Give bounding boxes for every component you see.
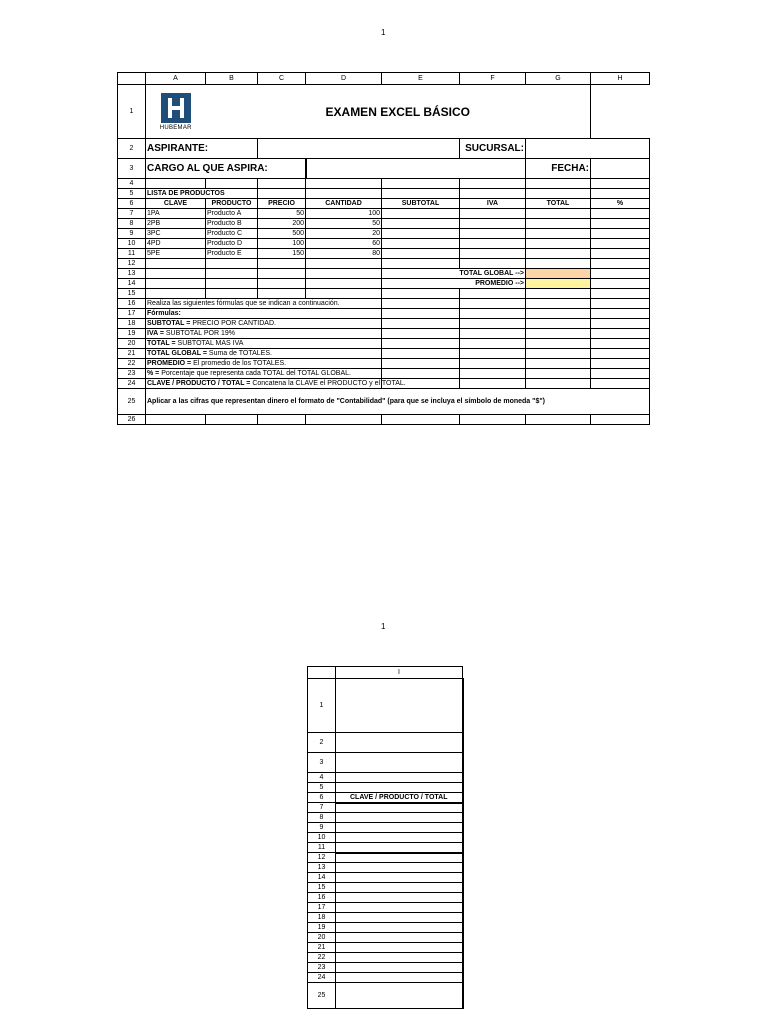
instruction-bold: CLAVE / PRODUCTO / TOTAL =	[147, 380, 251, 387]
column-header-g[interactable]: G	[526, 73, 591, 85]
empty-cell[interactable]	[591, 309, 650, 319]
precio-cell[interactable]: 50	[258, 209, 306, 219]
iva-cell[interactable]	[460, 249, 526, 259]
instruction-bold: Fórmulas:	[147, 310, 181, 317]
instruction-line	[146, 309, 382, 319]
row-header-23[interactable]: 23	[308, 963, 336, 973]
empty-cell[interactable]	[526, 329, 591, 339]
clave-cell[interactable]: 4PD	[146, 239, 206, 249]
clave-cell[interactable]: 1PA	[146, 209, 206, 219]
column-i-cell[interactable]	[336, 679, 463, 733]
row-header-9[interactable]: 9	[118, 229, 146, 239]
row-header-14[interactable]: 14	[118, 279, 146, 289]
empty-cell[interactable]	[460, 379, 526, 389]
column-header-d[interactable]: D	[306, 73, 382, 85]
empty-cell[interactable]	[382, 339, 460, 349]
fecha-label: FECHA:	[526, 159, 591, 179]
row-header-13[interactable]: 13	[308, 863, 336, 873]
percent-cell[interactable]	[591, 209, 650, 219]
row-header-20[interactable]: 20	[308, 933, 336, 943]
empty-cell[interactable]	[591, 319, 650, 329]
row-header-26[interactable]: 26	[118, 415, 146, 425]
empty-cell[interactable]	[460, 309, 526, 319]
empty-cell[interactable]	[591, 369, 650, 379]
table-header-2: PRECIO	[258, 199, 306, 209]
column-i-cell[interactable]	[336, 783, 463, 793]
total-cell[interactable]	[526, 209, 591, 219]
aspirante-input[interactable]	[258, 139, 460, 159]
column-i-cell[interactable]	[336, 893, 463, 903]
instruction-line	[146, 379, 406, 389]
column-i-cell[interactable]	[336, 963, 463, 973]
instruction-text: Concatena la CLAVE el PRODUCTO y el TOTAL.	[250, 380, 406, 387]
empty-cell[interactable]	[382, 319, 460, 329]
instruction-text: SUBTOTAL MAS IVA	[175, 340, 244, 347]
percent-cell[interactable]	[591, 229, 650, 239]
total-cell[interactable]	[526, 239, 591, 249]
total-global-cell[interactable]	[526, 269, 591, 279]
aspirante-label: ASPIRANTE:	[146, 139, 258, 159]
iva-cell[interactable]	[460, 239, 526, 249]
instruction-bold: TOTAL GLOBAL =	[147, 350, 207, 357]
row-header-14[interactable]: 14	[308, 873, 336, 883]
page-number-2: 1	[381, 622, 386, 631]
iva-cell[interactable]	[460, 209, 526, 219]
row-header-23[interactable]: 23	[118, 369, 146, 379]
column-i-cell[interactable]	[336, 863, 463, 873]
row-header-8[interactable]: 8	[308, 813, 336, 823]
instruction-bold: PROMEDIO =	[147, 360, 192, 367]
row-header-18[interactable]: 18	[308, 913, 336, 923]
table-header-4: SUBTOTAL	[382, 199, 460, 209]
logo-text: HUBEMAR	[159, 124, 192, 131]
row-header-12[interactable]: 12	[308, 853, 336, 863]
table-header-5: IVA	[460, 199, 526, 209]
row-header-21[interactable]: 21	[118, 349, 146, 359]
empty-cell[interactable]	[526, 339, 591, 349]
row-header-4[interactable]: 4	[118, 179, 146, 189]
table-header-1: PRODUCTO	[206, 199, 258, 209]
table-row	[118, 229, 650, 239]
row-header-17[interactable]: 17	[118, 309, 146, 319]
column-i-cell[interactable]	[336, 853, 463, 863]
precio-cell[interactable]: 500	[258, 229, 306, 239]
empty-cell[interactable]	[591, 359, 650, 369]
instruction-line	[146, 299, 382, 309]
row-header-25[interactable]: 25	[308, 983, 336, 1009]
instruction-text: Porcentaje que representa cada TOTAL del TOTAL GLOBAL.	[159, 370, 351, 377]
column-i-cell[interactable]	[336, 903, 463, 913]
instruction-line	[146, 369, 382, 379]
row-header-24[interactable]: 24	[308, 973, 336, 983]
cantidad-cell[interactable]: 80	[306, 249, 382, 259]
column-i-cell[interactable]	[336, 983, 463, 1009]
empty-cell[interactable]	[460, 339, 526, 349]
row-header-5[interactable]: 5	[308, 783, 336, 793]
empty-cell[interactable]	[591, 339, 650, 349]
column-i-cell[interactable]	[336, 913, 463, 923]
column-i-cell[interactable]	[336, 833, 463, 843]
empty-cell[interactable]	[382, 369, 460, 379]
percent-cell[interactable]	[591, 219, 650, 229]
table-row	[118, 239, 650, 249]
row-header-11[interactable]: 11	[118, 249, 146, 259]
precio-cell[interactable]: 200	[258, 219, 306, 229]
column-i-cell[interactable]	[336, 873, 463, 883]
subtotal-cell[interactable]	[382, 209, 460, 219]
instruction-bold: % =	[147, 370, 160, 377]
column-i-cell[interactable]	[336, 823, 463, 833]
cantidad-cell[interactable]: 100	[306, 209, 382, 219]
column-i-cell[interactable]	[336, 803, 463, 813]
empty-cell[interactable]	[591, 379, 650, 389]
table-row	[118, 209, 650, 219]
column-i-cell[interactable]	[336, 843, 463, 853]
instruction-text: Suma de TOTALES.	[206, 350, 272, 357]
empty-cell[interactable]	[526, 349, 591, 359]
column-i-cell[interactable]	[336, 753, 463, 773]
instruction-line	[146, 359, 382, 369]
subtotal-cell[interactable]	[382, 229, 460, 239]
total-global-label: TOTAL GLOBAL -->	[382, 269, 526, 279]
page-number-1: 1	[381, 28, 386, 37]
row-header-5[interactable]: 5	[118, 189, 146, 199]
producto-cell[interactable]: Producto D	[206, 239, 258, 249]
empty-cell[interactable]	[460, 319, 526, 329]
column-header-a[interactable]: A	[146, 73, 206, 85]
row-header-13[interactable]: 13	[118, 269, 146, 279]
row-header-4[interactable]: 4	[308, 773, 336, 783]
corner-cell[interactable]	[118, 73, 146, 85]
row-header-21[interactable]: 21	[308, 943, 336, 953]
subtotal-cell[interactable]	[382, 219, 460, 229]
subtotal-cell[interactable]	[382, 249, 460, 259]
column-i-cell[interactable]	[336, 973, 463, 983]
row-header-10[interactable]: 10	[308, 833, 336, 843]
empty-cell[interactable]	[382, 349, 460, 359]
hubemar-logo	[147, 93, 205, 131]
producto-cell[interactable]: Producto B	[206, 219, 258, 229]
empty-cell[interactable]	[526, 319, 591, 329]
row-header-16[interactable]: 16	[118, 299, 146, 309]
empty-cell[interactable]	[526, 369, 591, 379]
row-header-9[interactable]: 9	[308, 823, 336, 833]
empty-cell[interactable]	[460, 299, 526, 309]
corner-cell-2[interactable]	[308, 667, 336, 679]
empty-cell[interactable]	[591, 329, 650, 339]
table-row	[118, 249, 650, 259]
precio-cell[interactable]: 100	[258, 239, 306, 249]
column-header-h[interactable]: H	[591, 73, 650, 85]
row-header-24[interactable]: 24	[118, 379, 146, 389]
sucursal-input[interactable]	[526, 139, 650, 159]
table-row	[118, 219, 650, 229]
row-header-3[interactable]: 3	[118, 159, 146, 179]
table-header-0: CLAVE	[146, 199, 206, 209]
instruction-line	[146, 349, 382, 359]
column-header-b[interactable]: B	[206, 73, 258, 85]
column-i-cell[interactable]	[336, 733, 463, 753]
empty-cell[interactable]	[460, 369, 526, 379]
row-header-22[interactable]: 22	[118, 359, 146, 369]
empty-cell[interactable]	[382, 329, 460, 339]
empty-cell[interactable]	[526, 309, 591, 319]
empty-cell[interactable]	[591, 299, 650, 309]
empty-cell[interactable]	[526, 359, 591, 369]
column-i-cell[interactable]	[336, 953, 463, 963]
empty-cell[interactable]	[460, 359, 526, 369]
precio-cell[interactable]: 150	[258, 249, 306, 259]
table-header-6: TOTAL	[526, 199, 591, 209]
row-header-7[interactable]: 7	[308, 803, 336, 813]
empty-cell[interactable]	[526, 379, 591, 389]
column-header-i[interactable]: I	[336, 667, 463, 679]
row-header-11[interactable]: 11	[308, 843, 336, 853]
row-header-19[interactable]: 19	[118, 329, 146, 339]
row-header-6[interactable]: 6	[308, 793, 336, 803]
instruction-bold: IVA =	[147, 330, 164, 337]
instruction-bold: TOTAL =	[147, 340, 176, 347]
row-header-22[interactable]: 22	[308, 953, 336, 963]
row-header-8[interactable]: 8	[118, 219, 146, 229]
empty-cell[interactable]	[382, 309, 460, 319]
cargo-input[interactable]	[306, 159, 526, 179]
row-header-15[interactable]: 15	[308, 883, 336, 893]
iva-cell[interactable]	[460, 219, 526, 229]
column-i-cell[interactable]	[336, 933, 463, 943]
row-header-12[interactable]: 12	[118, 259, 146, 269]
instruction-text: Realiza las siguientes fórmulas que se indican a continuación.	[147, 300, 340, 307]
table-header-7: %	[591, 199, 650, 209]
producto-cell[interactable]: Producto C	[206, 229, 258, 239]
cantidad-cell[interactable]: 20	[306, 229, 382, 239]
spreadsheet-main	[117, 72, 650, 425]
row-header-3[interactable]: 3	[308, 753, 336, 773]
row-header-2[interactable]: 2	[118, 139, 146, 159]
instruction-line	[146, 319, 382, 329]
total-cell[interactable]	[526, 249, 591, 259]
clave-cell[interactable]: 3PC	[146, 229, 206, 239]
spreadsheet-page-2	[307, 666, 464, 1009]
percent-cell[interactable]	[591, 249, 650, 259]
clave-cell[interactable]: 5PE	[146, 249, 206, 259]
empty-cell[interactable]	[460, 329, 526, 339]
row-header-10[interactable]: 10	[118, 239, 146, 249]
row-header-18[interactable]: 18	[118, 319, 146, 329]
promedio-label: PROMEDIO -->	[382, 279, 526, 289]
row-header-15[interactable]: 15	[118, 289, 146, 299]
producto-cell[interactable]: Producto A	[206, 209, 258, 219]
subtotal-cell[interactable]	[382, 239, 460, 249]
instruction-text: SUBTOTAL POR 19%	[163, 330, 235, 337]
instruction-line	[146, 339, 382, 349]
instruction-bold: SUBTOTAL =	[147, 320, 191, 327]
empty-cell[interactable]	[382, 299, 460, 309]
iva-cell[interactable]	[460, 229, 526, 239]
row25-instruction: Aplicar a las cifras que representan dinero el formato de "Contabilidad" (para que se incluya el símbolo de moneda "$")	[146, 389, 650, 415]
cargo-label: CARGO AL QUE ASPIRA:	[146, 159, 306, 179]
row-header-25[interactable]: 25	[118, 389, 146, 415]
row-header-7[interactable]: 7	[118, 209, 146, 219]
table-header-3: CANTIDAD	[306, 199, 382, 209]
column-header-f[interactable]: F	[460, 73, 526, 85]
row-header-2[interactable]: 2	[308, 733, 336, 753]
row-header-19[interactable]: 19	[308, 923, 336, 933]
empty-cell[interactable]	[526, 299, 591, 309]
exam-title: EXAMEN EXCEL BÁSICO	[206, 85, 591, 139]
empty-cell[interactable]	[460, 349, 526, 359]
column-i-cell[interactable]	[336, 923, 463, 933]
instruction-text: PRECIO POR CANTIDAD.	[190, 320, 276, 327]
column-i-cell[interactable]	[336, 883, 463, 893]
column-i-cell[interactable]	[336, 813, 463, 823]
logo-cell	[146, 85, 206, 139]
empty-cell[interactable]	[591, 349, 650, 359]
column-i-cell[interactable]	[336, 773, 463, 783]
row-header-1[interactable]: 1	[308, 679, 336, 733]
instruction-text: El promedio de los TOTALES.	[191, 360, 287, 367]
row-header-17[interactable]: 17	[308, 903, 336, 913]
cantidad-cell[interactable]: 60	[306, 239, 382, 249]
clave-cell[interactable]: 2PB	[146, 219, 206, 229]
percent-cell[interactable]	[591, 239, 650, 249]
total-cell[interactable]	[526, 229, 591, 239]
row-header-1[interactable]: 1	[118, 85, 146, 139]
column-header-e[interactable]: E	[382, 73, 460, 85]
list-title: LISTA DE PRODUCTOS	[146, 189, 258, 199]
column-header-c[interactable]: C	[258, 73, 306, 85]
row-header-6[interactable]: 6	[118, 199, 146, 209]
instruction-line	[146, 329, 382, 339]
total-cell[interactable]	[526, 219, 591, 229]
logo-icon	[161, 93, 191, 123]
promedio-cell[interactable]	[526, 279, 591, 289]
sucursal-label: SUCURSAL:	[460, 139, 526, 159]
row-header-16[interactable]: 16	[308, 893, 336, 903]
concat-header[interactable]: CLAVE / PRODUCTO / TOTAL	[336, 793, 463, 803]
column-i-cell[interactable]	[336, 943, 463, 953]
producto-cell[interactable]: Producto E	[206, 249, 258, 259]
cantidad-cell[interactable]: 50	[306, 219, 382, 229]
fecha-input[interactable]	[591, 159, 650, 179]
empty-cell[interactable]	[382, 359, 460, 369]
row-header-20[interactable]: 20	[118, 339, 146, 349]
